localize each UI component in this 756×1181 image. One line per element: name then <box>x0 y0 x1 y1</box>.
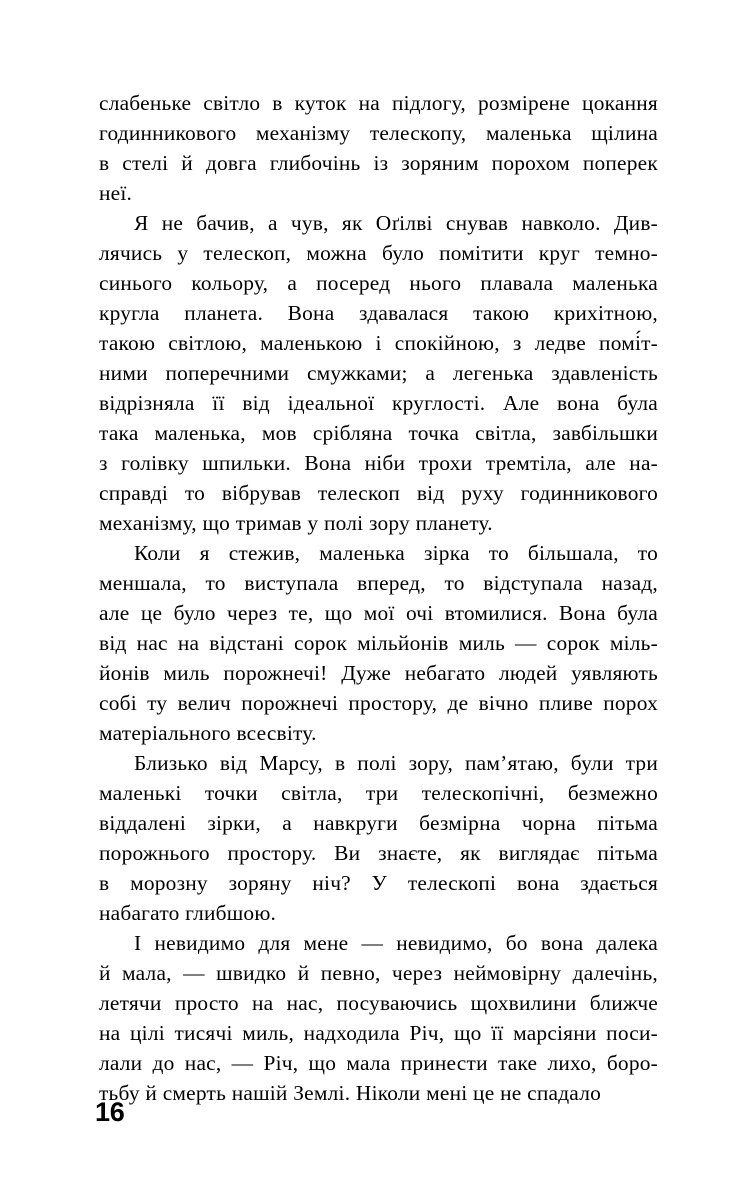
text-line: неї. <box>99 181 133 205</box>
text-line: ними поперечними смужками; а легенька здавленість <box>99 361 658 385</box>
text-line: меншала, то виступала вперед, то відступала назад, <box>99 571 658 595</box>
text-line: матеріального всесвіту. <box>99 721 317 745</box>
text-line: тьбу й смерть нашій Землі. Ніколи мені це не спадало <box>99 1081 601 1105</box>
paragraph <box>99 88 658 208</box>
text-line: йонів миль порожнечі! Дуже небагато людей уявляють <box>99 661 658 685</box>
text-line: в стелі й довга глибочінь із зоряним порохом поперек <box>99 151 658 175</box>
text-line: Коли я стежив, маленька зірка то більшала, то <box>134 541 658 565</box>
text-line: кругла планета. Вона здавалася такою крихітною, <box>99 301 658 325</box>
text-line: маленькі точки світла, три телескопічні, безмежно <box>99 781 658 805</box>
text-line: лали до нас, — Річ, що мала принести таке лихо, боро- <box>99 1051 658 1075</box>
text-line: собі ту велич порожнечі простору, де вічно пливе порох <box>99 691 658 715</box>
text-line: летячи просто на нас, посуваючись щохвилини ближче <box>99 991 658 1015</box>
text-line: І невидимо для мене — невидимо, бо вона далека <box>134 931 658 955</box>
text-line: Я не бачив, а чув, як Оґілві снував навколо. Див- <box>134 211 658 235</box>
paragraph <box>99 208 658 538</box>
text-line: від нас на відстані сорок мільйонів миль — сорок міль- <box>99 631 658 655</box>
paragraph <box>99 748 658 928</box>
text-line: синього кольору, а посеред нього плавала маленька <box>99 271 658 295</box>
text-line: годинникового механізму телескопу, маленька щілина <box>99 121 658 145</box>
text-line: віддалені зірки, а навкруги безмірна чорна пітьма <box>99 811 658 835</box>
page-text-body <box>99 88 658 1108</box>
text-line: але це було через те, що мої очі втомилися. Вона була <box>99 601 658 625</box>
text-line: й мала, — швидко й певно, через неймовірну далечінь, <box>99 961 658 985</box>
text-line: така маленька, мов срібляна точка світла, завбільшки <box>99 421 658 445</box>
text-line: в морозну зоряну ніч? У телескопі вона здається <box>99 871 658 895</box>
text-line: на цілі тисячі миль, надходила Річ, що її марсіяни поси- <box>99 1021 658 1045</box>
paragraph <box>99 538 658 748</box>
text-line: порожнього простору. Ви знаєте, як виглядає пітьма <box>99 841 658 865</box>
text-line: з голівку шпильки. Вона ніби трохи тремтіла, але на- <box>99 451 658 475</box>
text-line: механізму, що тримав у полі зору планету. <box>99 511 493 535</box>
text-line: справді то вібрував телескоп від руху годинникового <box>99 481 658 505</box>
text-line: набагато глибшою. <box>99 901 277 925</box>
text-line: Близько від Марсу, в полі зору, пам’ятаю, були три <box>134 751 658 775</box>
text-line: слабеньке світло в куток на підлогу, розмірене цокання <box>99 91 658 115</box>
text-line: такою світлою, маленькою і спокійною, з ледве помі́т- <box>99 331 658 355</box>
text-line: відрізняла її від ідеальної круглості. Але вона була <box>99 391 658 415</box>
page-number: 16 <box>95 1097 125 1127</box>
paragraph <box>99 928 658 1108</box>
text-line: лячись у телескоп, можна було помітити круг темно- <box>99 241 658 265</box>
